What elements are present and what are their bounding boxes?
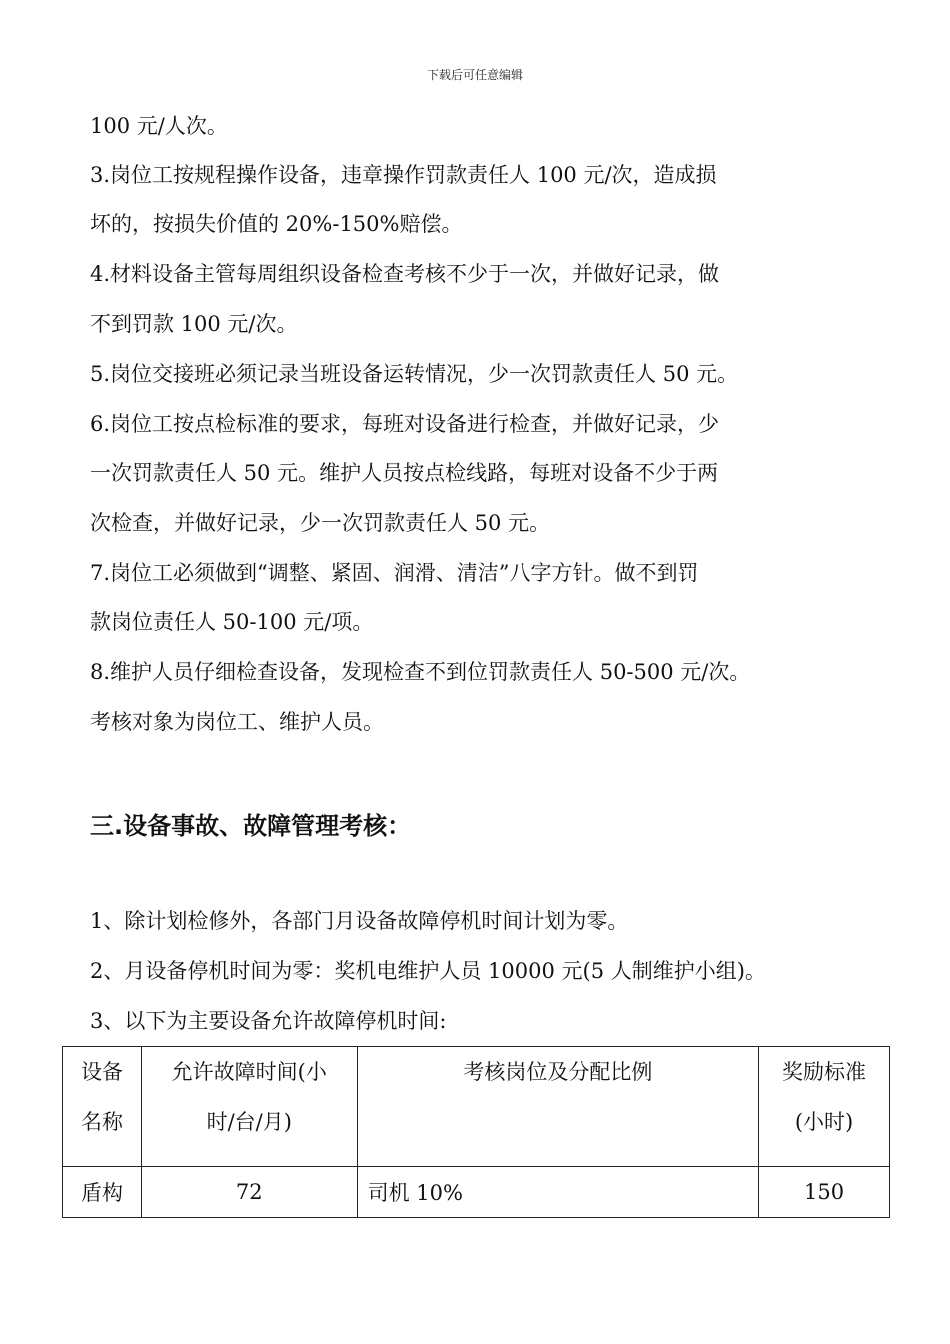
list-item: 3、以下为主要设备允许故障停机时间: [90, 1009, 447, 1033]
header-reward-standard: 奖励标准 (小时) [759, 1047, 890, 1167]
paragraph-line: 款岗位责任人 50-100 元/项。 [90, 610, 374, 634]
paragraph-line: 8.维护人员仔细检查设备，发现检查不到位罚款责任人 50-500 元/次。 [90, 660, 751, 684]
paragraph-line: 6.岗位工按点检标准的要求，每班对设备进行检查，并做好记录，少 [90, 412, 720, 436]
page-header: 下载后可任意编辑 [426, 68, 523, 82]
header-equipment-name: 设备 名称 [63, 1047, 142, 1167]
paragraph-line: 一次罚款责任人 50 元。维护人员按点检线路，每班对设备不少于两 [90, 461, 719, 485]
cell-ratio: 司机 10% [357, 1167, 758, 1218]
paragraph-line: 100 元/人次。 [90, 114, 228, 138]
header-assessment-ratio: 考核岗位及分配比例 [357, 1047, 758, 1167]
cell-equipment: 盾构 [63, 1167, 142, 1218]
list-item: 1、除计划检修外，各部门月设备故障停机时间计划为零。 [90, 909, 629, 933]
header-allowed-fault-time: 允许故障时间(小 时/台/月) [141, 1047, 357, 1167]
paragraph-line: 7.岗位工必须做到“调整、紧固、润滑、清洁”八字方针。做不到罚 [90, 561, 699, 585]
paragraph-line: 坏的，按损失价值的 20%-150%赔偿。 [90, 212, 463, 236]
paragraph-line: 考核对象为岗位工、维护人员。 [90, 710, 384, 734]
paragraph-line: 次检查，并做好记录，少一次罚款责任人 50 元。 [90, 511, 551, 535]
table-header-row [63, 1047, 890, 1167]
paragraph-line: 4.材料设备主管每周组织设备检查考核不少于一次，并做好记录，做 [90, 262, 720, 286]
paragraph-line: 不到罚款 100 元/次。 [90, 312, 298, 336]
equipment-downtime-table [62, 1046, 890, 1218]
paragraph-line: 3.岗位工按规程操作设备，违章操作罚款责任人 100 元/次，造成损 [90, 163, 717, 187]
table-row [63, 1167, 890, 1218]
cell-allowed-hours: 72 [141, 1167, 357, 1218]
list-item: 2、月设备停机时间为零：奖机电维护人员 10000 元(5 人制维护小组)。 [90, 959, 766, 983]
paragraph-line: 5.岗位交接班必须记录当班设备运转情况，少一次罚款责任人 50 元。 [90, 362, 739, 386]
cell-reward: 150 [759, 1167, 890, 1218]
section-heading: 三.设备事故、故障管理考核： [90, 812, 412, 840]
